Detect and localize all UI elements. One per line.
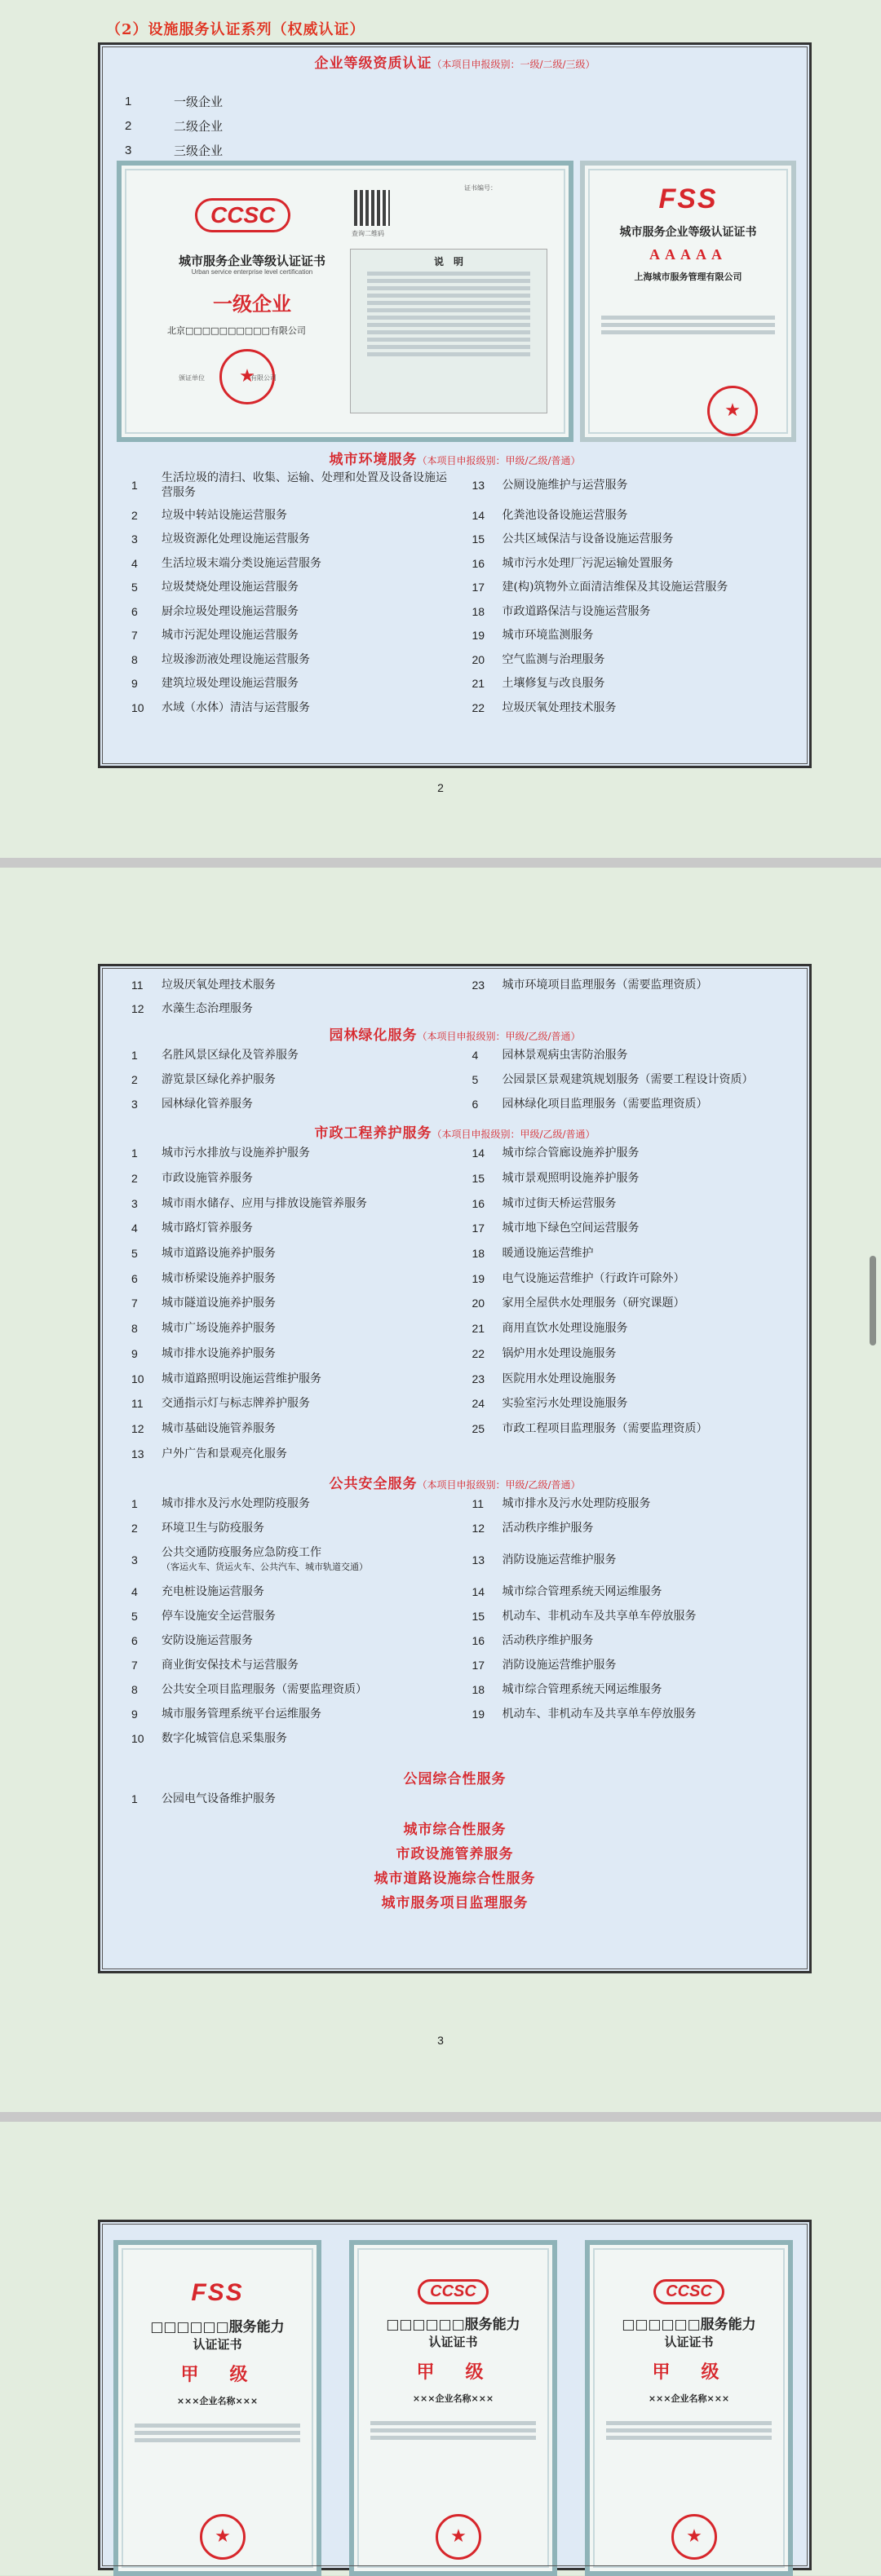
cert-number: 证书编号： xyxy=(464,184,497,192)
footer-item: 城市服务项目监理服务 xyxy=(381,1895,529,1911)
level-list xyxy=(125,89,223,162)
cert-title: □□□□□□服务能力 xyxy=(386,2317,520,2333)
red-seal-icon: ★ xyxy=(436,2514,481,2560)
list-row: 9 城市服务管理系统平台运维服务 19 机动车、非机动车及共享单车停放服务 xyxy=(131,1708,697,1721)
red-seal-icon: ★ xyxy=(219,349,275,404)
list-row: 13 户外广告和景观亮化服务 xyxy=(131,1447,287,1460)
certificate-image-ccsc xyxy=(117,161,573,442)
cert-level: 甲 级 xyxy=(416,2362,490,2383)
page3-frame xyxy=(98,2220,812,2570)
list-row: 7 城市污泥处理设施运营服务 19 城市环境监测服务 xyxy=(131,629,594,643)
cert-title: □□□□□□服务能力 xyxy=(622,2317,756,2333)
list-row: 7 城市隧道设施养护服务 20 家用全屋供水处理服务（研究课题） xyxy=(131,1297,685,1310)
list-row: 6 城市桥梁设施养护服务 19 电气设施运营维护（行政许可除外） xyxy=(131,1271,685,1285)
list-row: 5 垃圾焚烧处理设施运营服务 17 建(构)筑物外立面清洁维保及其设施运营服务 xyxy=(131,581,728,594)
cert-title: □□□□□□服务能力 xyxy=(150,2319,285,2335)
certificate-image-ccsc xyxy=(349,2240,557,2576)
red-seal-icon: ★ xyxy=(671,2514,717,2560)
list-row: 11 交通指示灯与标志牌养护服务 24 实验室污水处理设施服务 xyxy=(131,1397,628,1411)
cert-text xyxy=(585,316,791,334)
list-row: 12 水藻生态治理服务 xyxy=(131,1001,253,1015)
list-row: 2 环境卫生与防疫服务 12 活动秩序维护服务 xyxy=(131,1522,594,1535)
public-safety-list xyxy=(117,1491,798,1751)
qualification-header: 企业等级资质认证（本项目申报级别：一级/二级/三级） xyxy=(314,55,595,72)
list-item: 3 三级企业 xyxy=(125,143,224,158)
red-seal-icon: ★ xyxy=(200,2514,246,2560)
explanation-title: 说 明 xyxy=(433,256,463,267)
cert-company: ×××企业名称××× xyxy=(648,2393,730,2404)
list-item: 1 一级企业 xyxy=(125,94,224,109)
list-row: 3 城市雨水储存、应用与排放设施管养服务 16 城市过街天桥运营服务 xyxy=(131,1196,617,1210)
cert-company: ×××企业名称××× xyxy=(176,2396,259,2406)
list-row: 8 公共安全项目监理服务（需要监理资质） 18 城市综合管理系统天网运维服务 xyxy=(131,1683,662,1696)
list-row: 10 水域（水体）清洁与运营服务 22 垃圾厌氧处理技术服务 xyxy=(131,700,617,714)
list-row: 3 垃圾资源化处理设施运营服务 15 公共区域保洁与设备设施运营服务 xyxy=(131,532,674,546)
list-row: 6 厨余垃圾处理设施运营服务 18 市政道路保洁与设施运营服务 xyxy=(131,604,651,618)
park-service-list xyxy=(117,1787,798,1811)
cert-text xyxy=(354,2421,552,2440)
list-row: 12 城市基础设施管养服务 25 市政工程项目监理服务（需要监理资质） xyxy=(131,1421,708,1435)
list-row: 3 园林绿化管养服务 6 园林绿化项目监理服务（需要监理资质） xyxy=(131,1098,708,1111)
cert-title: 城市服务企业等级认证证书 xyxy=(619,226,757,239)
park-service-header: 公园综合性服务 xyxy=(403,1771,507,1787)
page-2 xyxy=(0,868,881,2112)
list-row: 1 城市排水及污水处理防疫服务 11 城市排水及污水处理防疫服务 xyxy=(131,1497,651,1510)
cert-level: 一级企业 xyxy=(213,292,291,316)
red-seal-icon: ★ xyxy=(707,386,758,436)
certificate-image-fss xyxy=(580,161,796,442)
garden-service-list xyxy=(117,1043,798,1116)
certificate-image-fss xyxy=(113,2240,321,2576)
list-row: 1 名胜风景区绿化及管养服务 4 园林景观病虫害防治服务 xyxy=(131,1049,628,1062)
list-row: 11 垃圾厌氧处理技术服务 23 城市环境项目监理服务（需要监理资质） xyxy=(131,978,708,992)
env-service-list xyxy=(117,467,798,720)
qr-caption: 查询二维码 xyxy=(352,230,384,237)
list-row: 5 城市道路设施养护服务 18 暖通设施运营维护 xyxy=(131,1247,594,1261)
page1-frame xyxy=(98,42,812,768)
page-number: 3 xyxy=(437,2034,444,2047)
explanation-panel xyxy=(350,249,547,413)
cert-subtitle: 认证证书 xyxy=(428,2335,478,2349)
list-row: 2 垃圾中转站设施运营服务 14 化粪池设备设施运营服务 xyxy=(131,508,628,522)
cert-company: 上海城市服务管理有限公司 xyxy=(634,272,742,282)
ccsc-logo: CCSC xyxy=(418,2279,489,2304)
municipal-service-header: 市政工程养护服务（本项目申报级别：甲级/乙级/普通） xyxy=(314,1125,595,1142)
list-row: 10 城市道路照明设施运营维护服务 23 医院用水处理设施服务 xyxy=(131,1372,617,1385)
list-row: 9 建筑垃圾处理设施运营服务 21 土壤修复与改良服务 xyxy=(131,677,605,691)
footer-service-list xyxy=(100,1818,809,1915)
env-service-list-continued xyxy=(117,973,798,1020)
list-item: 2 二级企业 xyxy=(125,118,224,134)
municipal-service-list xyxy=(117,1141,798,1466)
list-row: 2 游览景区绿化养护服务 5 公园景区景观建筑规划服务（需要工程设计资质） xyxy=(131,1073,754,1086)
cert-company: 北京□□□□□□□□□□有限公司 xyxy=(167,325,306,336)
list-row: 9 城市排水设施养护服务 22 锅炉用水处理设施服务 xyxy=(131,1346,617,1360)
page-1 xyxy=(0,0,881,858)
cert-text xyxy=(590,2421,788,2440)
cert-text xyxy=(118,2424,317,2442)
certificate-image-ccsc xyxy=(585,2240,793,2576)
public-safety-header: 公共安全服务（本项目申报级别：甲级/乙级/普通） xyxy=(329,1476,581,1492)
list-row: 5 停车设施安全运营服务 15 机动车、非机动车及共享单车停放服务 xyxy=(131,1610,697,1623)
page-number: 2 xyxy=(437,781,444,794)
ccsc-logo: CCSC xyxy=(195,198,290,232)
cert-level: 甲 级 xyxy=(180,2364,255,2385)
fss-logo: FSS xyxy=(191,2279,244,2306)
list-row: 8 垃圾渗沥液处理设施运营服务 20 空气监测与治理服务 xyxy=(131,652,605,666)
list-row: 4 城市路灯管养服务 17 城市地下绿色空间运营服务 xyxy=(131,1222,640,1235)
issuer-line: 颁证单位 有限公司 xyxy=(179,374,277,382)
page-3 xyxy=(0,2122,881,2575)
ccsc-logo: CCSC xyxy=(653,2279,724,2304)
cert-subtitle: 认证证书 xyxy=(193,2337,242,2352)
list-row: 10 数字化城管信息采集服务 xyxy=(131,1732,287,1745)
page2-frame xyxy=(98,964,812,1973)
list-row: 4 生活垃圾末端分类设施运营服务 16 城市污水处理厂污泥运输处置服务 xyxy=(131,556,674,570)
list-row: 1 生活垃圾的清扫、收集、运输、处理和处置及设备设施运营服务 13 公厕设施维护与运营服务 xyxy=(131,471,628,499)
list-row: 6 安防设施运营服务 16 活动秩序维护服务 xyxy=(131,1634,594,1647)
list-row: 4 充电桩设施运营服务 14 城市综合管理系统天网运维服务 xyxy=(131,1585,662,1598)
cert-title: 城市服务企业等级认证证书 xyxy=(178,254,325,268)
footer-item: 城市道路设施综合性服务 xyxy=(374,1871,536,1887)
list-row: 1 城市污水排放与设施养护服务 14 城市综合管廊设施养护服务 xyxy=(131,1147,640,1160)
footer-item: 城市综合性服务 xyxy=(403,1822,507,1838)
section-title: （2）设施服务认证系列（权威认证） xyxy=(106,21,365,38)
env-service-header: 城市环境服务（本项目申报级别：甲级/乙级/普通） xyxy=(329,452,581,468)
cert-subtitle: Urban service enterprise level certification xyxy=(191,268,313,276)
list-row: 3 公共交通防疫服务应急防疫工作 （客运火车、货运火车、公共汽车、城市轨道交通） 13 消防设施运营维护服务 xyxy=(131,1546,617,1572)
scrollbar-thumb[interactable] xyxy=(870,1256,876,1345)
cert-subtitle: 认证证书 xyxy=(664,2335,714,2349)
list-row: 2 市政设施管养服务 15 城市景观照明设施养护服务 xyxy=(131,1172,640,1186)
cert-level: 甲 级 xyxy=(652,2362,726,2383)
explanation-text xyxy=(351,272,547,356)
page-separator xyxy=(0,858,881,868)
cert-company: ×××企业名称××× xyxy=(412,2393,494,2404)
fss-logo: FSS xyxy=(658,183,718,214)
cert-stars: AAAAA xyxy=(649,246,727,263)
list-row: 7 商业街安保技术与运营服务 17 消防设施运营维护服务 xyxy=(131,1659,617,1672)
qr-code-icon xyxy=(354,190,390,226)
page-separator xyxy=(0,2112,881,2122)
footer-item: 市政设施管养服务 xyxy=(396,1846,514,1862)
garden-service-header: 园林绿化服务（本项目申报级别：甲级/乙级/普通） xyxy=(329,1027,581,1044)
list-row: 1 公园电气设备维护服务 xyxy=(131,1792,276,1805)
list-row: 8 城市广场设施养护服务 21 商用直饮水处理设施服务 xyxy=(131,1322,628,1336)
